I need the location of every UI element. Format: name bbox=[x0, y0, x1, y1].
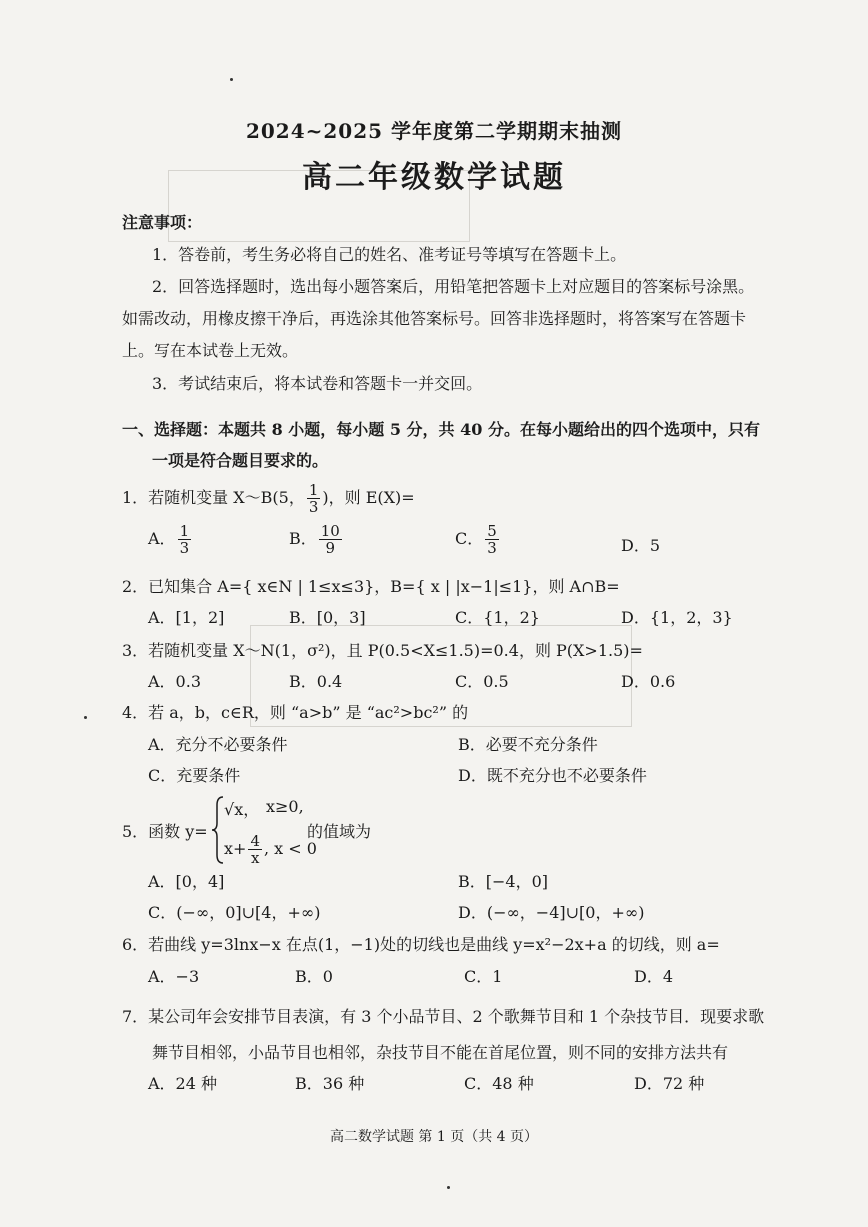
question-6-option-d[interactable]: D．4 bbox=[634, 967, 674, 986]
question-4-option-a[interactable]: A．充分不必要条件 bbox=[148, 735, 288, 754]
notice-item-2-line-1: 2．回答选择题时，选出每小题答案后，用铅笔把答题卡上对应题目的答案标号涂黑。 bbox=[152, 277, 755, 296]
exam-title: 2024~2025 学年度第二学期期末抽测 bbox=[245, 119, 623, 143]
fraction bbox=[485, 523, 499, 556]
question-3-option-d[interactable]: D．0.6 bbox=[621, 672, 676, 691]
question-1-stem-end: )，则 E(X)= bbox=[322, 488, 415, 507]
fraction bbox=[248, 833, 262, 866]
fraction-numerator: 4 bbox=[250, 832, 260, 850]
question-7-option-c[interactable]: C．48 种 bbox=[464, 1074, 534, 1093]
question-5-option-a[interactable]: A．[0，4] bbox=[148, 872, 225, 891]
question-4-option-c[interactable]: C．充要条件 bbox=[148, 766, 241, 785]
question-3-option-b[interactable]: B．0.4 bbox=[289, 672, 343, 691]
scan-speck bbox=[447, 1186, 450, 1189]
question-4-stem: 4．若 a，b，c∈R，则 “a>b” 是 “ac²>bc²” 的 bbox=[122, 703, 469, 722]
fraction-denominator: 9 bbox=[325, 539, 336, 557]
question-2-option-a[interactable]: A．[1，2] bbox=[148, 608, 225, 627]
scan-speck bbox=[84, 716, 87, 719]
question-2-stem: 2．已知集合 A={ x∈N | 1≤x≤3}，B={ x | |x−1|≤1}，则 A∩B= bbox=[122, 577, 620, 596]
piecewise-case-2-condition: , x < 0 bbox=[263, 839, 317, 858]
section-heading-line-1: 一、选择题：本题共 8 小题，每小题 5 分，共 40 分。在每小题给出的四个选项中，只有 bbox=[122, 420, 760, 439]
question-2-option-b[interactable]: B．[0，3] bbox=[289, 608, 366, 627]
question-2-option-c[interactable]: C．{1，2} bbox=[455, 608, 540, 627]
question-5-stem-end: 的值域为 bbox=[307, 822, 372, 841]
option-label: B． bbox=[289, 529, 317, 548]
question-5-stem-start: 5．函数 y= bbox=[122, 822, 208, 841]
fraction bbox=[319, 523, 342, 556]
question-7-option-a[interactable]: A．24 种 bbox=[148, 1074, 218, 1093]
fraction-numerator: 1 bbox=[308, 481, 319, 499]
question-2-option-d[interactable]: D．{1，2，3} bbox=[621, 608, 733, 627]
piecewise-case-2-term: x+ bbox=[224, 839, 247, 858]
fraction bbox=[178, 523, 192, 556]
question-6-stem: 6．若曲线 y=3lnx−x 在点(1，−1)处的切线也是曲线 y=x²−2x+a 的切线，则 a= bbox=[122, 935, 720, 954]
piecewise-case-1-condition: x≥0, bbox=[266, 797, 304, 816]
question-5-option-b[interactable]: B．[−4，0] bbox=[458, 872, 549, 891]
scan-speck bbox=[230, 78, 233, 81]
fraction bbox=[307, 482, 321, 515]
exam-subtitle: 高二年级数学试题 bbox=[302, 160, 566, 195]
notice-item-2-line-2: 如需改动，用橡皮擦干净后，再选涂其他答案标号。回答非选择题时，将答案写在答题卡 bbox=[122, 309, 747, 328]
fraction-denominator: 3 bbox=[179, 539, 190, 557]
question-1-stem-start: 1．若随机变量 X～B(5， bbox=[122, 488, 305, 507]
page-footer: 高二数学试题 第 1 页（共 4 页） bbox=[329, 1129, 539, 1145]
piecewise-case-1-expression: √x， bbox=[224, 800, 260, 819]
fraction-numerator: 5 bbox=[487, 522, 497, 540]
question-1-option-d[interactable]: D．5 bbox=[621, 536, 661, 555]
question-7-option-d[interactable]: D．72 种 bbox=[634, 1074, 705, 1093]
notice-item-1: 1．答卷前，考生务必将自己的姓名、准考证号等填写在答题卡上。 bbox=[152, 245, 627, 264]
question-1-option-b[interactable] bbox=[289, 523, 344, 556]
fraction-denominator: 3 bbox=[308, 498, 319, 516]
question-7-stem-line-1: 7．某公司年会安排节目表演，有 3 个小品节目、2 个歌舞节目和 1 个杂技节目．现要求歌 bbox=[122, 1007, 765, 1026]
question-6-option-c[interactable]: C．1 bbox=[464, 967, 503, 986]
question-5-option-d[interactable]: D．(−∞，−4]∪[0，+∞) bbox=[458, 903, 645, 922]
section-heading-line-2: 一项是符合题目要求的。 bbox=[152, 451, 329, 470]
curly-brace-icon bbox=[211, 795, 225, 865]
notice-item-2-line-3: 上。写在本试卷上无效。 bbox=[122, 341, 299, 360]
piecewise-case-2 bbox=[224, 833, 317, 866]
question-7-option-b[interactable]: B．36 种 bbox=[295, 1074, 365, 1093]
notice-heading: 注意事项： bbox=[122, 213, 203, 232]
question-4-option-d[interactable]: D．既不充分也不必要条件 bbox=[458, 766, 647, 785]
option-label: C． bbox=[455, 529, 484, 548]
question-6-option-a[interactable]: A．−3 bbox=[148, 967, 200, 986]
question-4-option-b[interactable]: B．必要不充分条件 bbox=[458, 735, 598, 754]
question-1-option-a[interactable] bbox=[148, 523, 193, 556]
question-3-option-a[interactable]: A．0.3 bbox=[148, 672, 202, 691]
question-6-option-b[interactable]: B．0 bbox=[295, 967, 333, 986]
question-3-option-c[interactable]: C．0.5 bbox=[455, 672, 509, 691]
fraction-denominator: x bbox=[250, 849, 260, 867]
question-7-stem-line-2: 舞节目相邻，小品节目也相邻，杂技节目不能在首尾位置，则不同的安排方法共有 bbox=[152, 1043, 729, 1062]
option-label: A． bbox=[148, 529, 176, 548]
notice-item-3: 3．考试结束后，将本试卷和答题卡一并交回。 bbox=[152, 374, 483, 393]
fraction-numerator: 1 bbox=[179, 522, 190, 540]
fraction-numerator: 10 bbox=[320, 522, 340, 540]
question-3-stem: 3．若随机变量 X～N(1，σ²)，且 P(0.5<X≤1.5)=0.4，则 P(X>1.5)= bbox=[122, 641, 643, 660]
question-5-option-c[interactable]: C．(−∞，0]∪[4，+∞) bbox=[148, 903, 321, 922]
question-1-stem bbox=[122, 482, 415, 515]
question-1-option-c[interactable] bbox=[455, 523, 501, 556]
fraction-denominator: 3 bbox=[487, 539, 497, 557]
